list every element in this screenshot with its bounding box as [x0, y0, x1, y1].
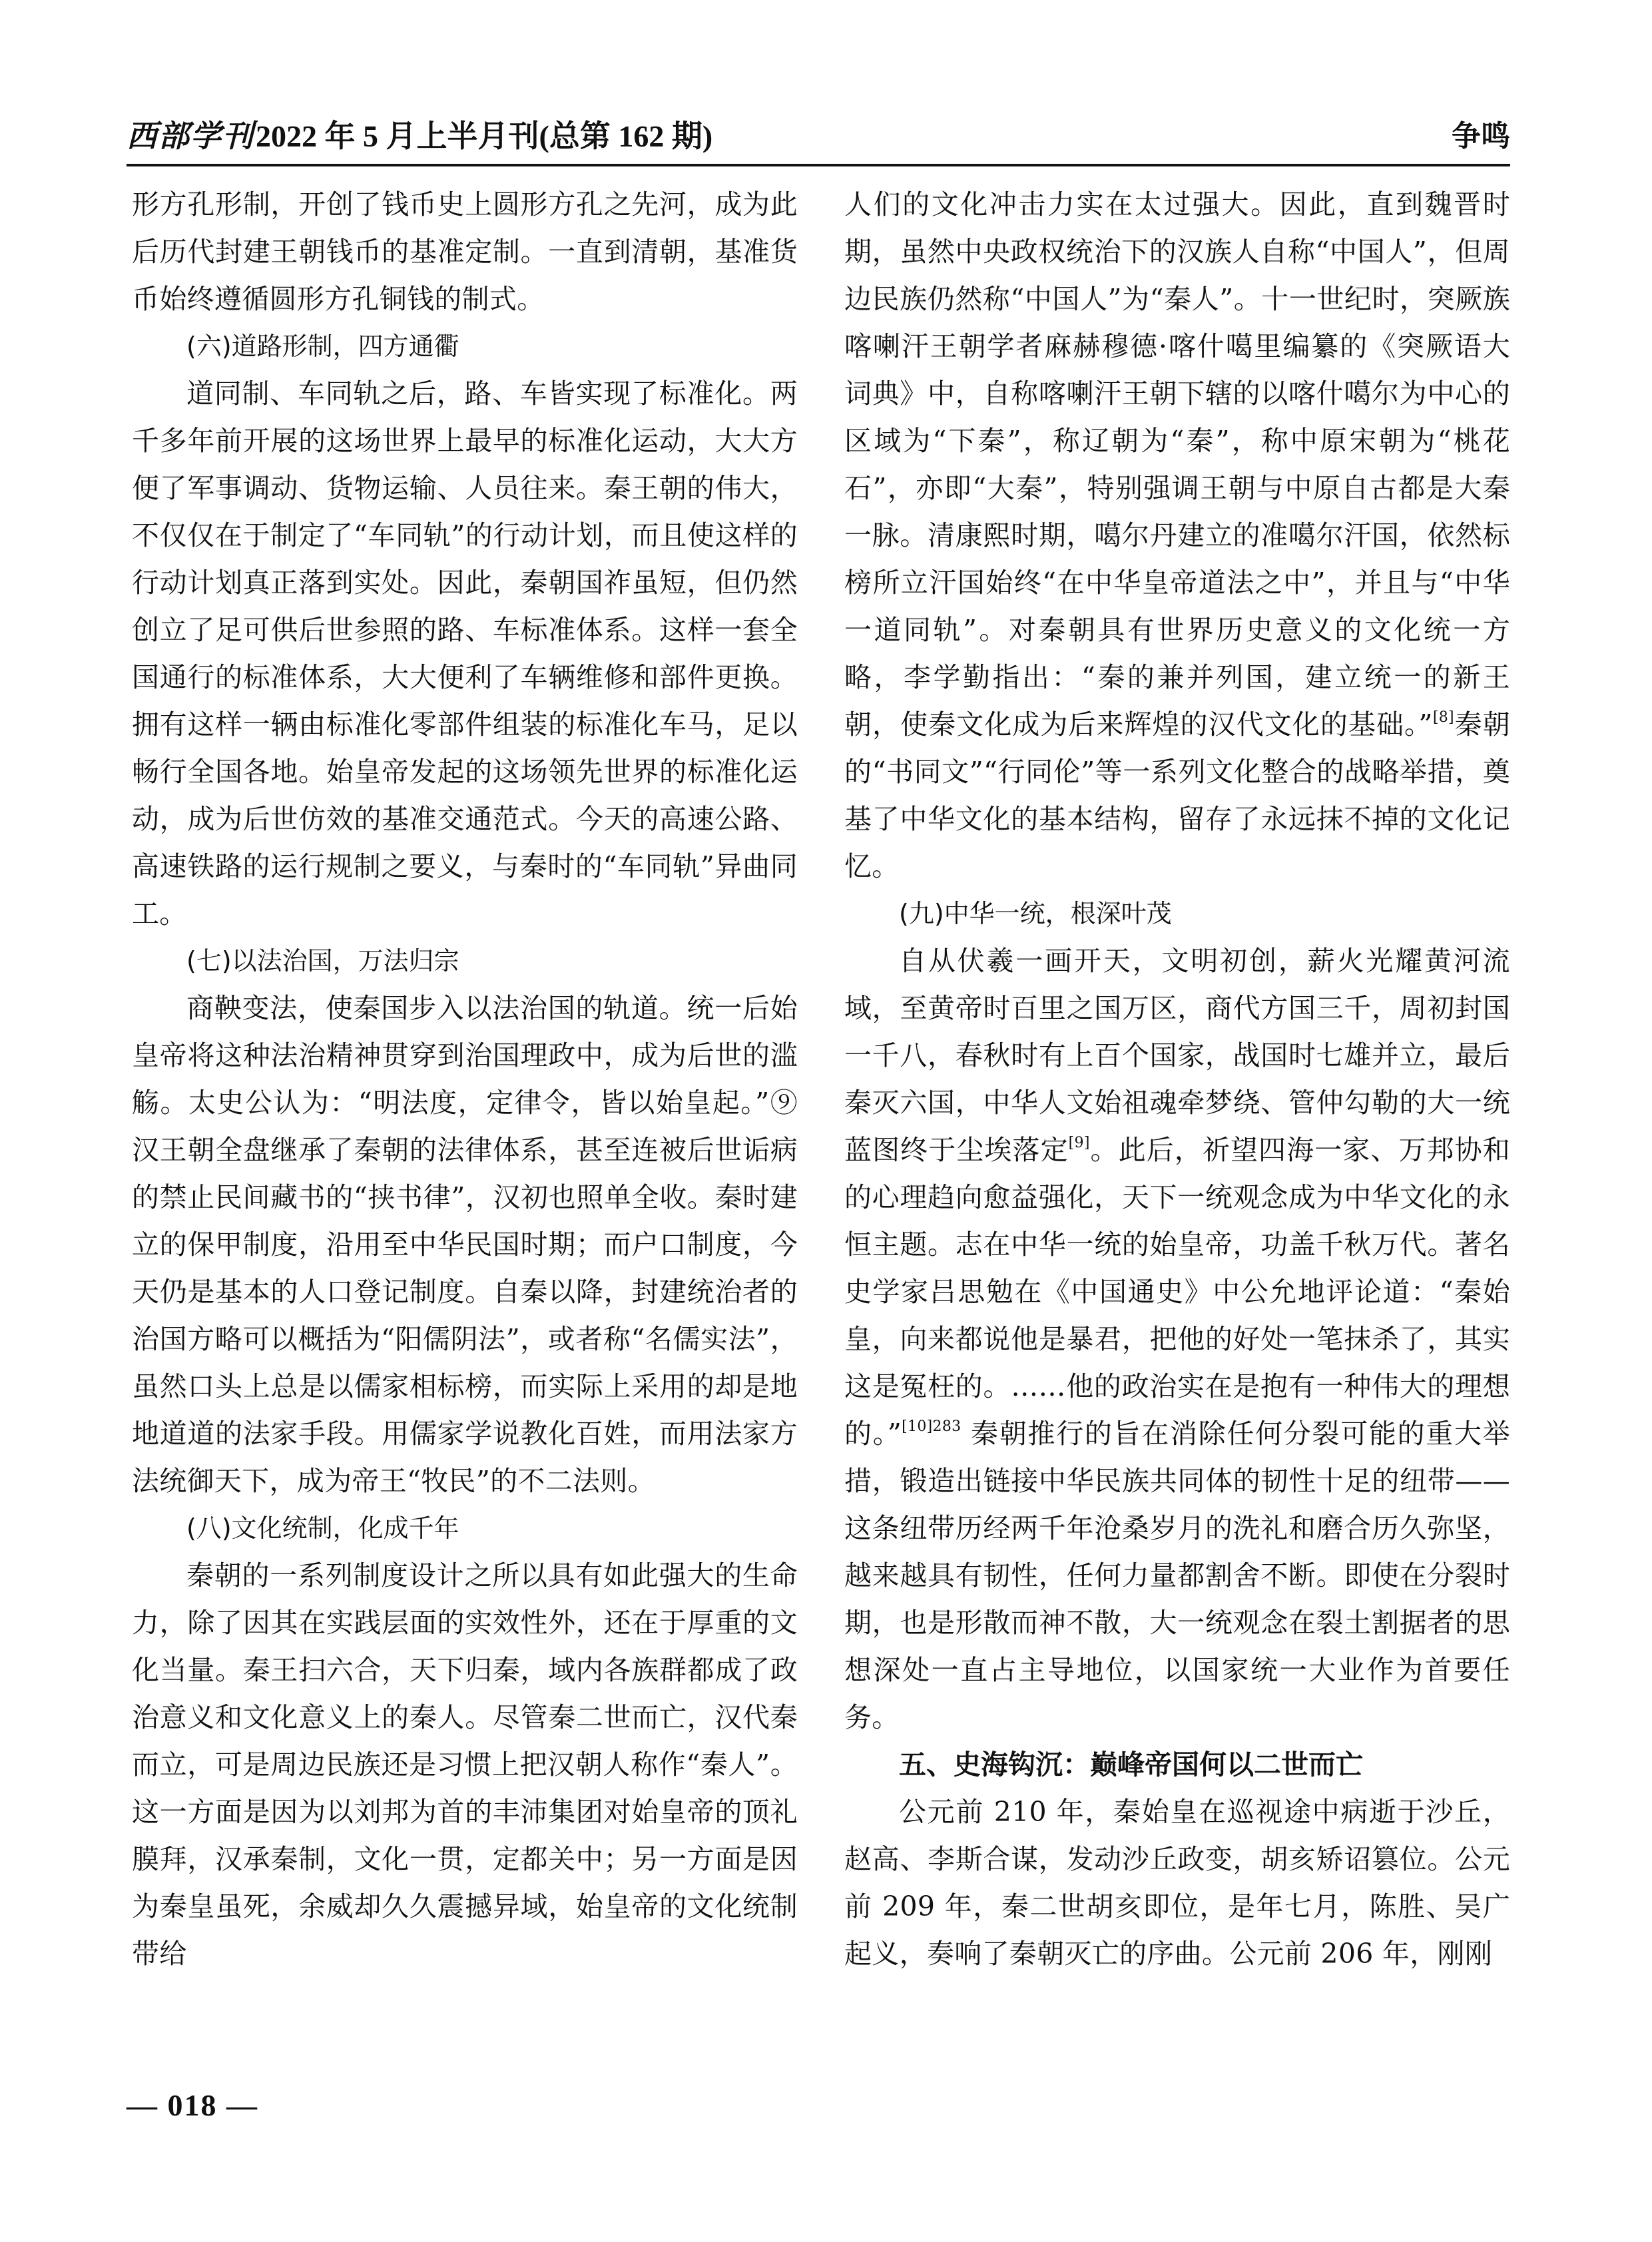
paragraph: [844, 938, 1510, 1741]
citation-ref: [8]: [1432, 709, 1454, 726]
journal-name: 西部学刊: [127, 119, 254, 153]
paragraph: 形方孔形制，开创了钱币史上圆形方孔之先河，成为此后历代封建王朝钱币的基准定制。一直到清朝，基准货币始终遵循圆形方孔铜钱的制式。: [132, 188, 798, 315]
paragraph: 公元前 210 年，秦始皇在巡视途中病逝于沙丘，赵高、李斯合谋，发动沙丘政变，胡亥矫诏篡位。公元前 209 年，秦二世胡亥即位，是年七月，陈胜、吴广起义，奏响了秦朝灭亡的序曲。公元前 206 年，刚刚: [844, 1796, 1510, 1970]
issue-info: 2022 年 5 月上半月刊(总第 162 期): [256, 119, 713, 153]
citation-ref: [10]283: [902, 1418, 962, 1435]
paragraph: 商鞅变法，使秦国步入以法治国的轨道。统一后始皇帝将这种法治精神贯穿到治国理政中，成为后世的滥觞。太史公认为：“明法度，定律令，皆以始皇起。”⑨汉王朝全盘继承了秦朝的法律体系，甚至连被后世诟病的禁止民间藏书的“挟书律”，汉初也照单全收。秦时建立的保甲制度，沿用至中华民国时期；而户口制度，今天仍是基本的人口登记制度。自秦以降，封建统治者的治国方略可以概括为“阳儒阴法”，或者称“名儒实法”，虽然口头上总是以儒家相标榜，而实际上采用的却是地地道道的法家手段。用儒家学说教化百姓，而用法家方法统御天下，成为帝王“牧民”的不二法则。: [132, 992, 798, 1497]
text-run: 秦朝的“书同文”“行同伦”等一系列文化整合的战略举措，奠基了中华文化的基本结构，留存了永远抹不掉的文化记忆。: [844, 708, 1510, 882]
text-run: 。此后，祈望四海一家、万邦协和的心理趋向愈益强化，天下一统观念成为中华文化的永恒主题。志在中华一统的始皇帝，功盖千秋万代。著名史学家吕思勉在《中国通史》中公允地评论道：“秦始皇，向来都说他是暴君，把他的好处一笔抹杀了，其实这是冤枉的。……他的政治实在是抱有一种伟大的理想的。”: [844, 1134, 1510, 1450]
section-heading: 五、史海钩沉：巅峰帝国何以二世而亡: [899, 1749, 1363, 1781]
text-run: 人们的文化冲击力实在太过强大。因此，直到魏晋时期，虽然中央政权统治下的汉族人自称“中国人”，但周边民族仍然称“中国人”为“秦人”。十一世纪时，突厥族喀喇汗王朝学者麻赫穆德·喀什噶里编纂的《突厥语大词典》中，自称喀喇汗王朝下辖的以喀什噶尔为中心的区域为“下秦”，称辽朝为“秦”，称中原宋朝为“桃花石”，亦即“大秦”，特别强调王朝与中原自古都是大秦一脉。清康熙时期，噶尔丹建立的准噶尔汗国，依然标榜所立汗国始终“在中华皇帝道法之中”，并且与“中华一道同轨”。对秦朝具有世界历史意义的文化统一方略，李学勤指出：“秦的兼并列国，建立统一的新王朝，使秦文化成为后来辉煌的汉代文化的基础。”: [844, 188, 1510, 740]
header-journal-issue: [127, 112, 712, 156]
citation-ref: [9]: [1068, 1135, 1090, 1151]
paragraph: [844, 181, 1510, 890]
subheading: (六)道路形制，四方通衢: [186, 332, 459, 361]
text-run: 自从伏羲一画开天，文明初创，薪火光耀黄河流域，至黄帝时百里之国万区，商代方国三千，周初封国一千八，春秋时有上百个国家，战国时七雄并立，最后秦灭六国，中华人文始祖魂牵梦绕、管仲勾勒的大一统蓝图终于尘埃落定: [844, 945, 1510, 1166]
paragraph: 秦朝的一系列制度设计之所以具有如此强大的生命力，除了因其在实践层面的实效性外，还在于厚重的文化当量。秦王扫六合，天下归秦，域内各族群都成了政治意义和文化意义上的秦人。尽管秦二世而亡，汉代秦而立，可是周边民族还是习惯上把汉朝人称作“秦人”。这一方面是因为以刘邦为首的丰沛集团对始皇帝的顶礼膜拜，汉承秦制，文化一贯，定都关中；另一方面是因为秦皇虽死，余威却久久震撼异域，始皇帝的文化统制带给: [132, 1559, 798, 1970]
left-column: [132, 181, 798, 1978]
page-number: — 018 —: [127, 2088, 258, 2122]
text-run: 秦朝推行的旨在消除任何分裂可能的重大举措，锻造出链接中华民族共同体的韧性十足的纽带——这条纽带历经两千年沧桑岁月的洗礼和磨合历久弥坚，越来越具有韧性，任何力量都割舍不断。即使在分裂时期，也是形散而神不散，大一统观念在裂土割据者的思想深处一直占主导地位，以国家统一大业作为首要任务。: [844, 1418, 1510, 1733]
subheading: (七)以法治国，万法归宗: [186, 946, 459, 976]
paragraph: 道同制、车同轨之后，路、车皆实现了标准化。两千多年前开展的这场世界上最早的标准化运动，大大方便了军事调动、货物运输、人员往来。秦王朝的伟大，不仅仅在于制定了“车同轨”的行动计划，而且使这样的行动计划真正落到实处。因此，秦朝国祚虽短，但仍然创立了足可供后世参照的路、车标准体系。这样一套全国通行的标准体系，大大便利了车辆维修和部件更换。拥有这样一辆由标准化零部件组装的标准化车马，足以畅行全国各地。始皇帝发起的这场领先世界的标准化运动，成为后世仿效的基准交通范式。今天的高速公路、高速铁路的运行规制之要义，与秦时的“车同轨”异曲同工。: [132, 378, 798, 930]
running-header: [127, 112, 1510, 158]
section-label: 争鸣: [1452, 119, 1510, 153]
right-column: [844, 181, 1510, 1978]
header-rule: [127, 164, 1510, 166]
subheading: (九)中华一统，根深叶茂: [899, 899, 1172, 928]
subheading: (八)文化统制，化成千年: [186, 1514, 459, 1543]
